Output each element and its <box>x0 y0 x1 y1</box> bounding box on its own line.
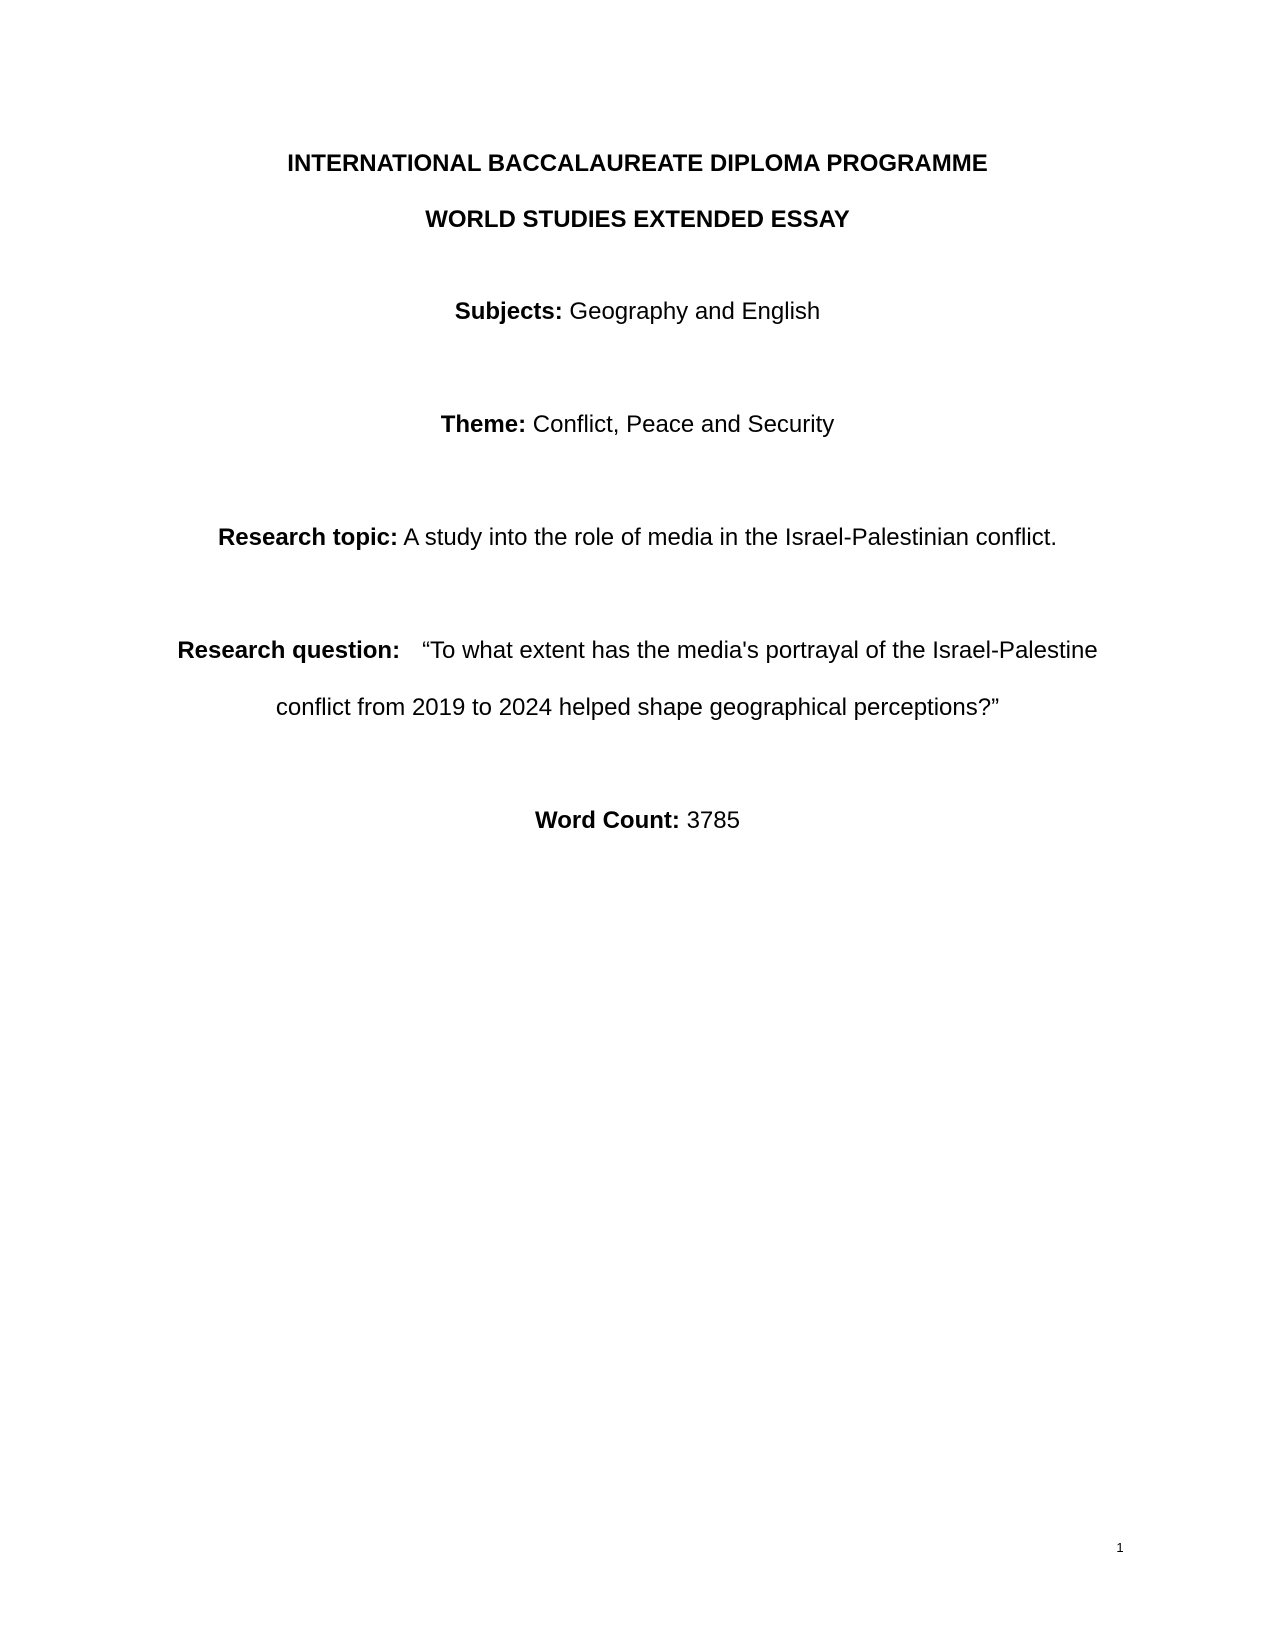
research-topic-value: A study into the role of media in the Israel-Palestinian conflict. <box>403 524 1058 551</box>
research-question-text-2: conflict from 2019 to 2024 helped shape geographical perceptions?” <box>275 694 1000 721</box>
page-number: 1 <box>1116 1540 1124 1555</box>
theme-value: Conflict, Peace and Security <box>532 411 835 438</box>
subjects-value: Geography and English <box>569 298 821 325</box>
theme-label: Theme: <box>440 411 527 438</box>
word-count-value: 3785 <box>686 807 740 834</box>
essay-title: WORLD STUDIES EXTENDED ESSAY <box>425 206 850 233</box>
subjects-label: Subjects: <box>454 298 563 325</box>
research-question-label: Research question: <box>177 637 401 664</box>
research-topic-line <box>0 523 1275 553</box>
word-count-line <box>0 806 1275 836</box>
theme-line <box>0 410 1275 440</box>
subjects-line <box>0 297 1275 327</box>
word-count-label: Word Count: <box>535 807 680 834</box>
research-question-text-1: “To what extent has the media's portrayal of the Israel-Palestine <box>422 637 1098 664</box>
program-title: INTERNATIONAL BACCALAUREATE DIPLOMA PROGRAMME <box>287 150 988 177</box>
research-question-line-1 <box>0 636 1275 666</box>
research-topic-label: Research topic: <box>217 524 399 551</box>
